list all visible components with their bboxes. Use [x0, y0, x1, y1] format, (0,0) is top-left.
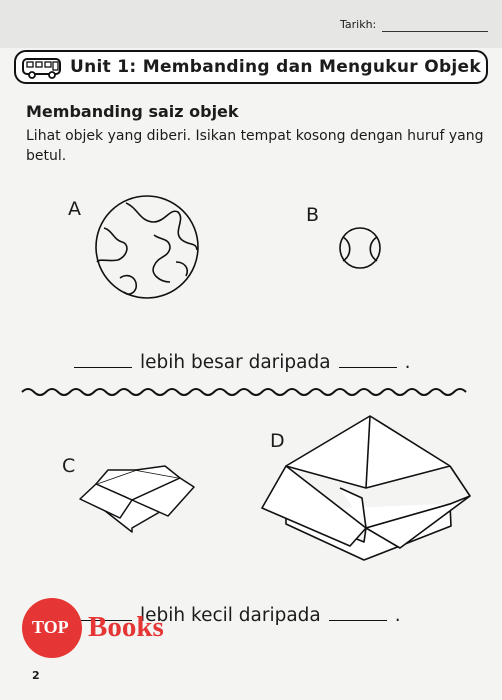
answer-blank-1a[interactable] — [74, 353, 132, 368]
logo-top-text: TOP — [32, 617, 69, 637]
globe-illustration — [96, 196, 198, 298]
answer-blank-1b[interactable] — [339, 353, 397, 368]
label-a: A — [68, 198, 81, 220]
question-1-text: lebih besar daripada — [140, 352, 331, 373]
logo-books-text: Books — [88, 611, 164, 643]
large-box-illustration — [262, 416, 470, 560]
question-1-sentence — [74, 352, 410, 373]
topbooks-logo — [22, 598, 212, 658]
date-label: Tarikh: — [340, 18, 377, 31]
question-2-period: . — [394, 605, 401, 626]
label-b: B — [306, 204, 320, 226]
page-number: 2 — [32, 669, 40, 682]
question-1-period: . — [404, 352, 411, 373]
small-box-illustration — [80, 466, 194, 532]
question-2-text: lebih kecil daripada — [140, 605, 321, 626]
label-d: D — [270, 430, 285, 452]
section-heading: Membanding saiz objek — [26, 102, 239, 121]
unit-title: Unit 1: Membanding dan Mengukur Objek — [70, 57, 481, 77]
wavy-divider — [22, 389, 466, 395]
label-c: C — [62, 455, 76, 477]
ball-illustration — [340, 228, 380, 268]
instruction-text: Lihat objek yang diberi. Isikan tempat kosong dengan huruf yang betul. — [26, 128, 484, 164]
answer-blank-2b[interactable] — [329, 606, 387, 621]
